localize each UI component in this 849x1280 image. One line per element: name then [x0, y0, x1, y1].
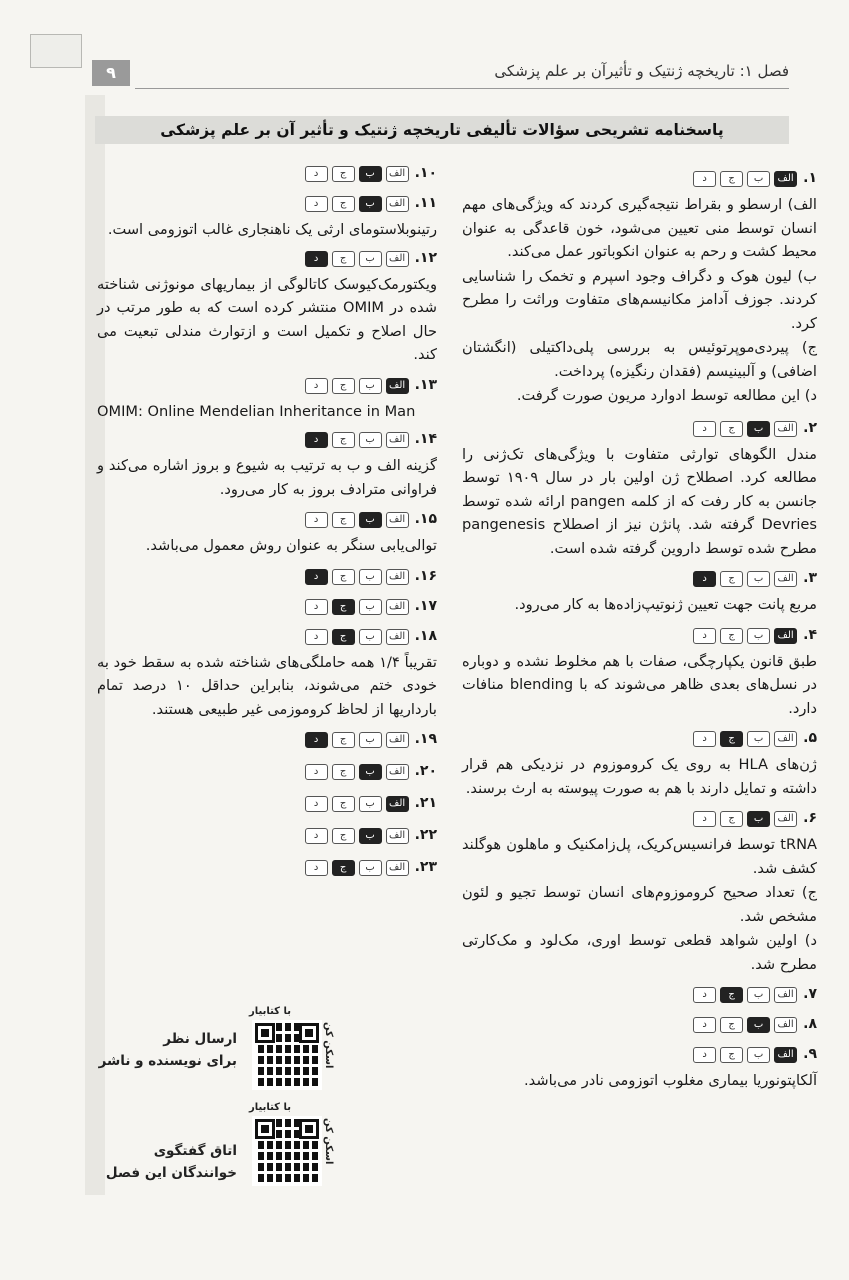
- answer-option: ب: [359, 378, 382, 394]
- answer-option: ج: [720, 571, 743, 587]
- answer-option: ج: [720, 1047, 743, 1063]
- answer-option: د: [305, 860, 328, 876]
- page-number: ۹: [92, 60, 130, 86]
- answer-explanation: طبق قانون یکپارچگی، صفات با هم مخلوط نشده و دوباره در نسل‌های بعدی ظاهر می‌شوند که با blending منافات دارد.: [462, 652, 818, 717]
- answer-option: ج: [720, 811, 743, 827]
- answer-option-selected: الف: [386, 378, 409, 394]
- answer-option-selected: ب: [747, 421, 770, 437]
- answer-option-selected: ب: [359, 828, 382, 844]
- answer-option: ج: [332, 569, 355, 585]
- answer-option: ب: [747, 171, 770, 187]
- answer-option: د: [305, 166, 328, 182]
- answer-option: د: [693, 1017, 716, 1033]
- answer-explanation: رتینوبلاستومای ارثی یک ناهنجاری غالب اتوزومی است.: [107, 221, 437, 238]
- question-number: ۷.: [803, 986, 817, 1003]
- header-divider: [135, 88, 789, 89]
- question-number: ۹.: [803, 1046, 817, 1063]
- question-number: ۱۷.: [414, 597, 437, 614]
- answer-option: الف: [774, 421, 797, 437]
- answer-explanation: ج) تعداد صحیح کروموزوم‌های انسان توسط تجیو و لئون مشخص شد.: [462, 884, 817, 925]
- answer-column-right: [462, 162, 817, 1094]
- answer-option-selected: د: [305, 432, 328, 448]
- qr-code-feedback[interactable]: [252, 1020, 322, 1090]
- question-header: [462, 808, 817, 830]
- answer-option: ب: [747, 731, 770, 747]
- qr-brand-label: با کتابیار: [249, 1006, 291, 1017]
- question-header: [462, 984, 817, 1006]
- question-header: [462, 1044, 817, 1066]
- answer-explanation: د) اولین شواهد قطعی توسط اوری، مک‌لود و مک‌کارتی مطرح شد.: [462, 932, 817, 973]
- answer-option: الف: [774, 987, 797, 1003]
- answer-option: ب: [747, 628, 770, 644]
- answer-explanation: OMIM: Online Mendelian Inheritance in Man: [97, 402, 416, 420]
- answer-option: الف: [386, 599, 409, 615]
- answer-explanation: ج) پیردی‌موپرتوئیس به بررسی پلی‌داکتیلی (انگشتان اضافی) و آلبینیسم (فقدان رنگیزه) پرداخت.: [462, 339, 817, 380]
- answer-option: ج: [720, 1017, 743, 1033]
- section-title: پاسخنامه تشریحی سؤالات تألیفی تاریخچه ژنتیک و تأثیر آن بر علم پزشکی: [95, 116, 789, 144]
- question-number: ۱۴.: [414, 431, 437, 448]
- question-header: [97, 596, 437, 618]
- answer-option: الف: [386, 432, 409, 448]
- answer-option-selected: د: [305, 569, 328, 585]
- answer-option: د: [305, 378, 328, 394]
- answer-option: الف: [386, 764, 409, 780]
- question-header: [97, 163, 437, 185]
- answer-explanation: tRNA توسط فرانسیس‌کریک، پل‌زامکنیک و ماهلون هوگلند کشف شد.: [462, 836, 817, 877]
- chapter-title: فصل ۱: تاریخچه ژنتیک و تأثیرآن بر علم پزشکی: [494, 62, 789, 80]
- answer-option-selected: ب: [747, 811, 770, 827]
- answer-option: ب: [359, 732, 382, 748]
- question-number: ۲.: [803, 419, 817, 436]
- qr-feedback-label: ارسال نظر برای نویسنده و ناشر: [98, 1031, 237, 1069]
- answer-option-selected: ج: [332, 599, 355, 615]
- answer-option: الف: [386, 251, 409, 267]
- answer-option: ب: [359, 629, 382, 645]
- answer-option: ج: [720, 421, 743, 437]
- question-number: ۲۲.: [414, 827, 437, 844]
- question-number: ۲۰.: [414, 763, 437, 780]
- qr-scan-label: اسکن کن: [323, 1022, 334, 1069]
- qr-section: [97, 1006, 437, 1196]
- answer-option: ب: [359, 796, 382, 812]
- question-header: [97, 857, 437, 879]
- answer-option-selected: ب: [359, 512, 382, 528]
- question-header: [97, 825, 437, 847]
- answer-option-selected: د: [693, 571, 716, 587]
- answer-option-selected: الف: [774, 171, 797, 187]
- answer-option: الف: [386, 860, 409, 876]
- answer-option: د: [305, 599, 328, 615]
- answer-option: الف: [774, 1017, 797, 1033]
- answer-option: ج: [332, 166, 355, 182]
- corner-mark: [30, 34, 82, 68]
- question-header: [97, 193, 437, 215]
- answer-option: الف: [386, 629, 409, 645]
- answer-column-left: [97, 157, 437, 882]
- answer-explanation: گزینه الف و ب به ترتیب به شیوع و بروز اشاره می‌کند و فراوانی مترادف بروز به کار می‌رود.: [97, 457, 437, 498]
- answer-option: د: [305, 796, 328, 812]
- answer-explanation: ژن‌های HLA به روی یک کروموزوم در نزدیکی هم قرار داشته و تمایل دارند با هم به صورت پیوسته به ارث برسند.: [462, 756, 817, 797]
- answer-explanation: آلکاپتونوریا بیماری مغلوب اتوزومی نادر می‌باشد.: [524, 1072, 817, 1089]
- answer-option: ج: [332, 732, 355, 748]
- answer-option: د: [305, 196, 328, 212]
- answer-option: ج: [332, 251, 355, 267]
- question-header: [97, 509, 437, 531]
- answer-option: ب: [747, 987, 770, 1003]
- question-header: [97, 375, 437, 397]
- answer-explanation: د) این مطالعه توسط ادوارد مریون صورت گرفت.: [516, 387, 817, 404]
- question-number: ۳.: [803, 570, 817, 587]
- answer-option: ب: [747, 1047, 770, 1063]
- qr-block-feedback: [97, 1006, 334, 1091]
- qr-scan-label: اسکن کن: [323, 1118, 334, 1165]
- answer-option: د: [305, 629, 328, 645]
- answer-option-selected: ج: [332, 860, 355, 876]
- question-header: [462, 418, 817, 440]
- answer-option: الف: [774, 731, 797, 747]
- answer-option: د: [305, 828, 328, 844]
- answer-option: ب: [359, 860, 382, 876]
- question-header: [462, 1014, 817, 1036]
- question-number: ۱۰.: [414, 165, 437, 182]
- answer-option-selected: ب: [747, 1017, 770, 1033]
- answer-option: الف: [774, 571, 797, 587]
- qr-brand-label: با کتابیار: [249, 1102, 291, 1113]
- answer-option: ج: [720, 628, 743, 644]
- answer-option: د: [693, 811, 716, 827]
- answer-explanation: توالی‌یابی سنگر به عنوان روش معمول می‌باشد.: [145, 537, 437, 554]
- answer-option: د: [305, 764, 328, 780]
- question-header: [97, 761, 437, 783]
- question-number: ۱۶.: [414, 567, 437, 584]
- answer-option-selected: د: [305, 251, 328, 267]
- answer-option: ب: [359, 569, 382, 585]
- question-header: [97, 566, 437, 588]
- question-number: ۸.: [803, 1016, 817, 1033]
- answer-option: د: [693, 628, 716, 644]
- question-header: [97, 429, 437, 451]
- answer-option: د: [693, 987, 716, 1003]
- answer-explanation: ویکتورمک‌کیوسک کاتالوگی از بیماریهای مونوژنی شناخته شده در OMIM منتشر کرده است که به طور مرتب در حال اصلاح و تکمیل است و ازتوارث مندلی تبعیت می کند.: [97, 275, 438, 363]
- answer-option: الف: [386, 512, 409, 528]
- answer-option-selected: ج: [720, 731, 743, 747]
- question-header: [462, 625, 817, 647]
- question-header: [462, 568, 817, 590]
- answer-option: الف: [386, 732, 409, 748]
- question-header: [97, 793, 437, 815]
- question-number: ۱۳.: [414, 376, 437, 393]
- question-number: ۵.: [803, 730, 817, 747]
- question-number: ۲۱.: [414, 795, 437, 812]
- answer-option: د: [693, 1047, 716, 1063]
- qr-block-chat: [97, 1102, 334, 1187]
- question-number: ۱۲.: [414, 249, 437, 266]
- question-header: [97, 626, 437, 648]
- answer-option: ج: [332, 764, 355, 780]
- answer-option: د: [693, 421, 716, 437]
- question-header: [462, 728, 817, 750]
- question-number: ۱۸.: [414, 627, 437, 644]
- answer-option-selected: الف: [774, 628, 797, 644]
- answer-option: د: [693, 171, 716, 187]
- answer-option-selected: ب: [359, 196, 382, 212]
- answer-option: ب: [359, 432, 382, 448]
- answer-explanation: تقریباً ۱/۴ همه حاملگی‌های شناخته شده به سقط خود به خودی ختم می‌شوند، بنابراین حداقل ۱۰ درصد تمام بارداریها از لحاظ کروموزمی غیر طبیعی هستند.: [97, 653, 437, 718]
- answer-option: ب: [359, 599, 382, 615]
- answer-option: د: [693, 731, 716, 747]
- answer-option-selected: د: [305, 732, 328, 748]
- answer-explanation: الف) ارسطو و بقراط نتیجه‌گیری کردند که ویژگی‌های مهم انسان توسط منی تعیین می‌شود، خون قاعدگی به عنوان محیط کشت و رحم به عنوان انکوباتور عمل می‌کند.: [462, 196, 817, 260]
- question-number: ۶.: [803, 810, 817, 827]
- answer-option: الف: [386, 828, 409, 844]
- question-number: ۱۹.: [414, 731, 437, 748]
- answer-option-selected: الف: [386, 796, 409, 812]
- question-number: ۴.: [803, 626, 817, 643]
- answer-option: الف: [774, 811, 797, 827]
- answer-option: ب: [747, 571, 770, 587]
- question-number: ۱.: [803, 170, 817, 187]
- question-header: [462, 168, 817, 190]
- answer-option: د: [305, 512, 328, 528]
- answer-option: ج: [332, 828, 355, 844]
- answer-option: ج: [332, 378, 355, 394]
- answer-option: ج: [720, 171, 743, 187]
- question-header: [97, 248, 437, 270]
- answer-explanation: ب) لیون هوک و دگراف وجود اسپرم و تخمک را شناسایی کردند. جوزف آدامز مکانیسم‌های متفاوت وراثت را مطرح کرد.: [462, 267, 817, 332]
- answer-option: ب: [359, 251, 382, 267]
- qr-code-chat[interactable]: [252, 1116, 322, 1186]
- answer-option: ج: [332, 196, 355, 212]
- answer-option-selected: الف: [774, 1047, 797, 1063]
- answer-option: الف: [386, 569, 409, 585]
- qr-chat-label: اتاق گفتگوی خوانندگان این فصل: [105, 1143, 237, 1181]
- answer-option-selected: ج: [332, 629, 355, 645]
- question-number: ۲۳.: [414, 859, 437, 876]
- answer-explanation: مندل الگوهای توارثی متفاوت با ویژگی‌های تک‌ژنی را مطالعه کرد. اصطلاح ژن اولین بار در سال ۱۹۰۹ توسط جانسن به کار رفت که از کلمه pangen ارائه شده توسط Devries گرفته شد. پانژن نیز از اصطلاح pangenesis مطرح شده توسط داروین گرفته شده است.: [462, 445, 817, 557]
- answer-option: الف: [386, 196, 409, 212]
- answer-option: الف: [386, 166, 409, 182]
- answer-option-selected: ب: [359, 764, 382, 780]
- answer-option-selected: ب: [359, 166, 382, 182]
- answer-option: ج: [332, 512, 355, 528]
- answer-option: ج: [332, 796, 355, 812]
- question-header: [97, 729, 437, 751]
- answer-option: ج: [332, 432, 355, 448]
- answer-option-selected: ج: [720, 987, 743, 1003]
- question-number: ۱۱.: [414, 195, 437, 212]
- answer-explanation: مربع پانت جهت تعیین ژنوتیپ‌زاده‌ها به کار می‌رود.: [514, 596, 817, 613]
- question-number: ۱۵.: [414, 511, 437, 528]
